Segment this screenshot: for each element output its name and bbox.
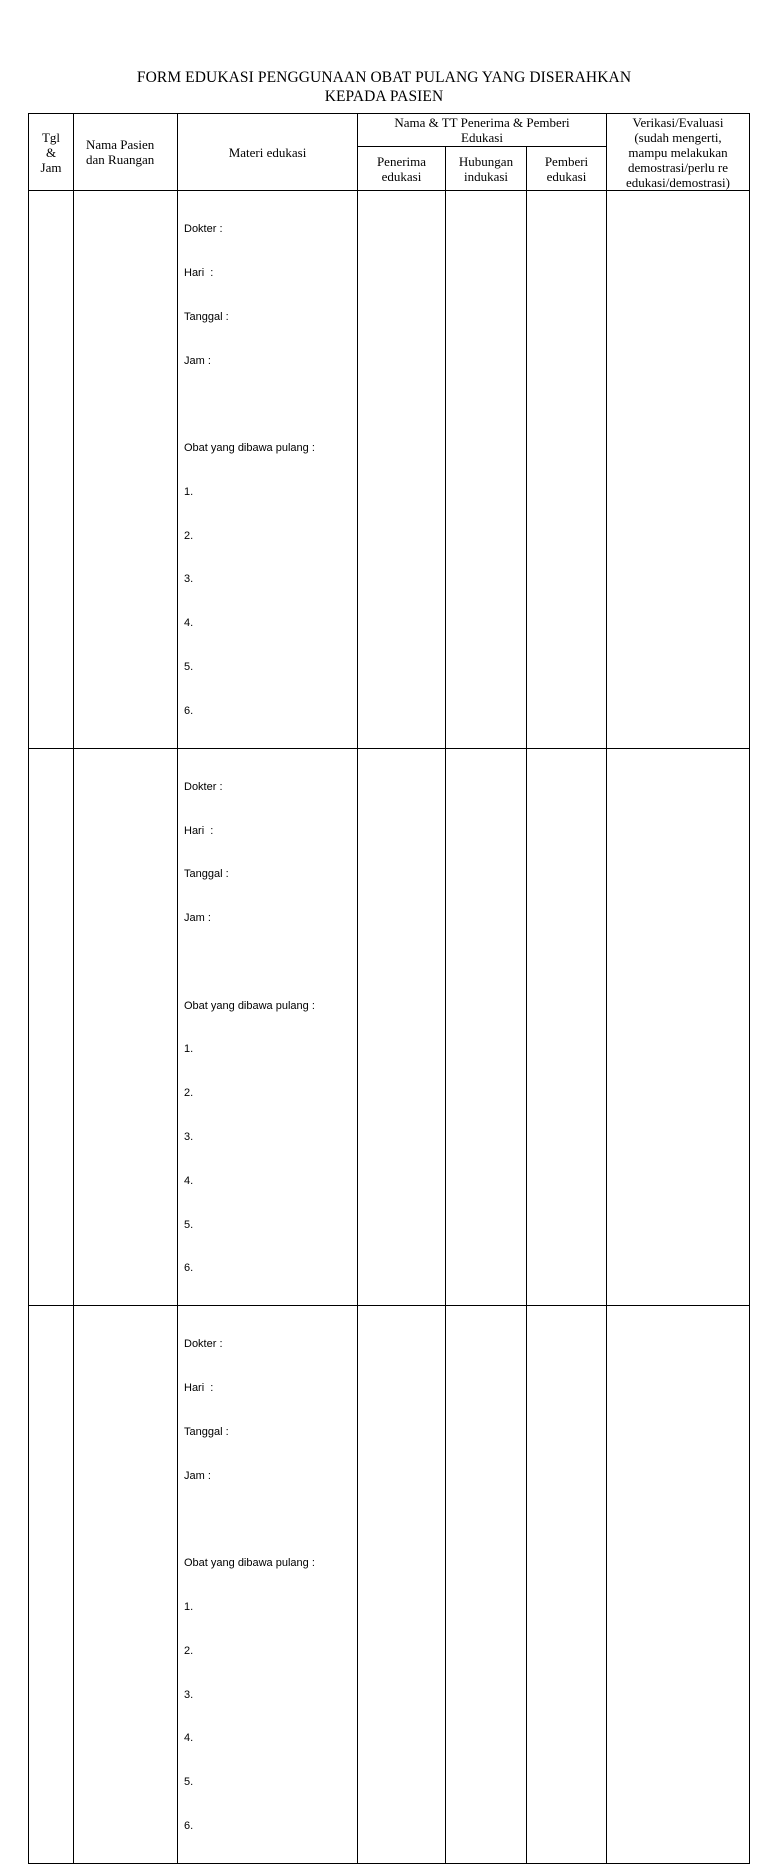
- header-nama-pasien: [74, 114, 178, 191]
- header-materi-edukasi: [178, 114, 358, 191]
- cell-materi-edukasi: [178, 1306, 358, 1864]
- header-pemberi: [527, 147, 607, 191]
- header-tgl-line-3: Jam: [40, 159, 62, 175]
- cell-penerima: [358, 748, 446, 1306]
- cell-penerima: [358, 191, 446, 749]
- cell-hubungan: [446, 1306, 527, 1864]
- header-penerima-line-2: edukasi: [381, 168, 422, 184]
- list-item: 1.: [184, 1601, 194, 1613]
- dokter-label: Dokter :: [184, 223, 223, 236]
- header-penerima: [358, 147, 446, 191]
- cell-tgl-jam: [29, 1306, 74, 1864]
- education-form-table: [28, 113, 750, 1864]
- hari-label: Hari :: [184, 824, 214, 837]
- jam-label: Jam :: [184, 354, 211, 367]
- table-row: [29, 748, 750, 1306]
- form-title-line-1: FORM EDUKASI PENGGUNAAN OBAT PULANG YANG DISERAHKAN: [136, 69, 632, 86]
- header-verif-line-3: mampu melakukan: [628, 145, 728, 160]
- header-pemberi-line-2: edukasi: [546, 168, 587, 184]
- form-title-line-2: KEPADA PASIEN: [324, 88, 444, 105]
- cell-materi-edukasi: [178, 191, 358, 749]
- cell-tgl-jam: [29, 191, 74, 749]
- header-tgl-line-2: &: [45, 144, 57, 160]
- dokter-label: Dokter :: [184, 1338, 223, 1351]
- header-group-line-1: Nama & TT Penerima & Pemberi: [394, 115, 570, 130]
- cell-pemberi: [527, 748, 607, 1306]
- cell-verifikasi: [607, 748, 750, 1306]
- header-hubungan-line-1: Hubungan: [458, 153, 514, 169]
- header-row-1: [29, 114, 750, 147]
- cell-pemberi: [527, 1306, 607, 1864]
- list-item: 5.: [184, 1218, 194, 1231]
- tanggal-label: Tanggal :: [184, 868, 229, 881]
- header-tgl-line-1: Tgl: [41, 129, 61, 145]
- list-item: 4.: [184, 1174, 194, 1187]
- cell-tgl-jam: [29, 748, 74, 1306]
- cell-nama-pasien: [74, 748, 178, 1306]
- hari-label: Hari :: [184, 266, 214, 279]
- cell-verifikasi: [607, 1306, 750, 1864]
- list-item: 1.: [184, 1043, 194, 1056]
- tanggal-label: Tanggal :: [184, 310, 229, 323]
- jam-label: Jam :: [184, 1469, 211, 1482]
- header-verif-line-1: Verikasi/Evaluasi: [632, 115, 724, 130]
- list-item: 2.: [184, 1644, 194, 1657]
- list-item: 3.: [184, 1688, 194, 1701]
- header-nama-line-2: dan Ruangan: [86, 152, 155, 167]
- cell-nama-pasien: [74, 1306, 178, 1864]
- header-hubungan: [446, 147, 527, 191]
- header-verifikasi: [607, 114, 750, 191]
- header-verif-line-2: (sudah mengerti,: [634, 130, 722, 145]
- table-row: [29, 191, 750, 749]
- cell-penerima: [358, 1306, 446, 1864]
- header-verif-line-4: demostrasi/perlu re: [628, 160, 728, 175]
- list-item: 5.: [184, 1776, 194, 1789]
- header-hubungan-line-2: indukasi: [463, 168, 509, 184]
- list-item: 5.: [184, 661, 194, 673]
- hari-label: Hari :: [184, 1382, 214, 1395]
- header-pemberi-line-1: Pemberi: [544, 153, 589, 169]
- list-item: 6.: [184, 1819, 194, 1832]
- cell-nama-pasien: [74, 191, 178, 749]
- list-item: 3.: [184, 573, 194, 586]
- list-item: 2.: [184, 529, 194, 542]
- list-item: 2.: [184, 1087, 194, 1100]
- cell-pemberi: [527, 191, 607, 749]
- header-tgl-jam: [29, 114, 74, 191]
- table-row: [29, 1306, 750, 1864]
- cell-verifikasi: [607, 191, 750, 749]
- header-penerima-line-1: Penerima: [376, 153, 427, 169]
- list-item: 4.: [184, 617, 194, 630]
- spacer: [184, 1512, 357, 1527]
- jam-label: Jam :: [184, 912, 211, 925]
- spacer: [184, 397, 357, 412]
- list-item: 4.: [184, 1732, 194, 1745]
- dokter-label: Dokter :: [184, 780, 223, 793]
- list-item: 6.: [184, 1262, 194, 1275]
- obat-label: Obat yang dibawa pulang :: [184, 999, 315, 1012]
- spacer: [184, 955, 357, 970]
- cell-hubungan: [446, 191, 527, 749]
- cell-materi-edukasi: [178, 748, 358, 1306]
- obat-label: Obat yang dibawa pulang :: [184, 1557, 315, 1570]
- tanggal-label: Tanggal :: [184, 1425, 229, 1438]
- list-item: 6.: [184, 704, 194, 717]
- header-group-line-2: Edukasi: [461, 130, 503, 145]
- list-item: 3.: [184, 1131, 194, 1143]
- header-materi-label: Materi edukasi: [228, 144, 307, 160]
- header-group-penerima-pemberi: [358, 114, 607, 147]
- header-nama-line-1: Nama Pasien: [86, 137, 155, 152]
- header-verif-line-5: edukasi/demostrasi): [626, 175, 730, 190]
- list-item: 1.: [184, 485, 194, 498]
- form-title: [0, 68, 768, 106]
- obat-label: Obat yang dibawa pulang :: [184, 442, 315, 455]
- cell-hubungan: [446, 748, 527, 1306]
